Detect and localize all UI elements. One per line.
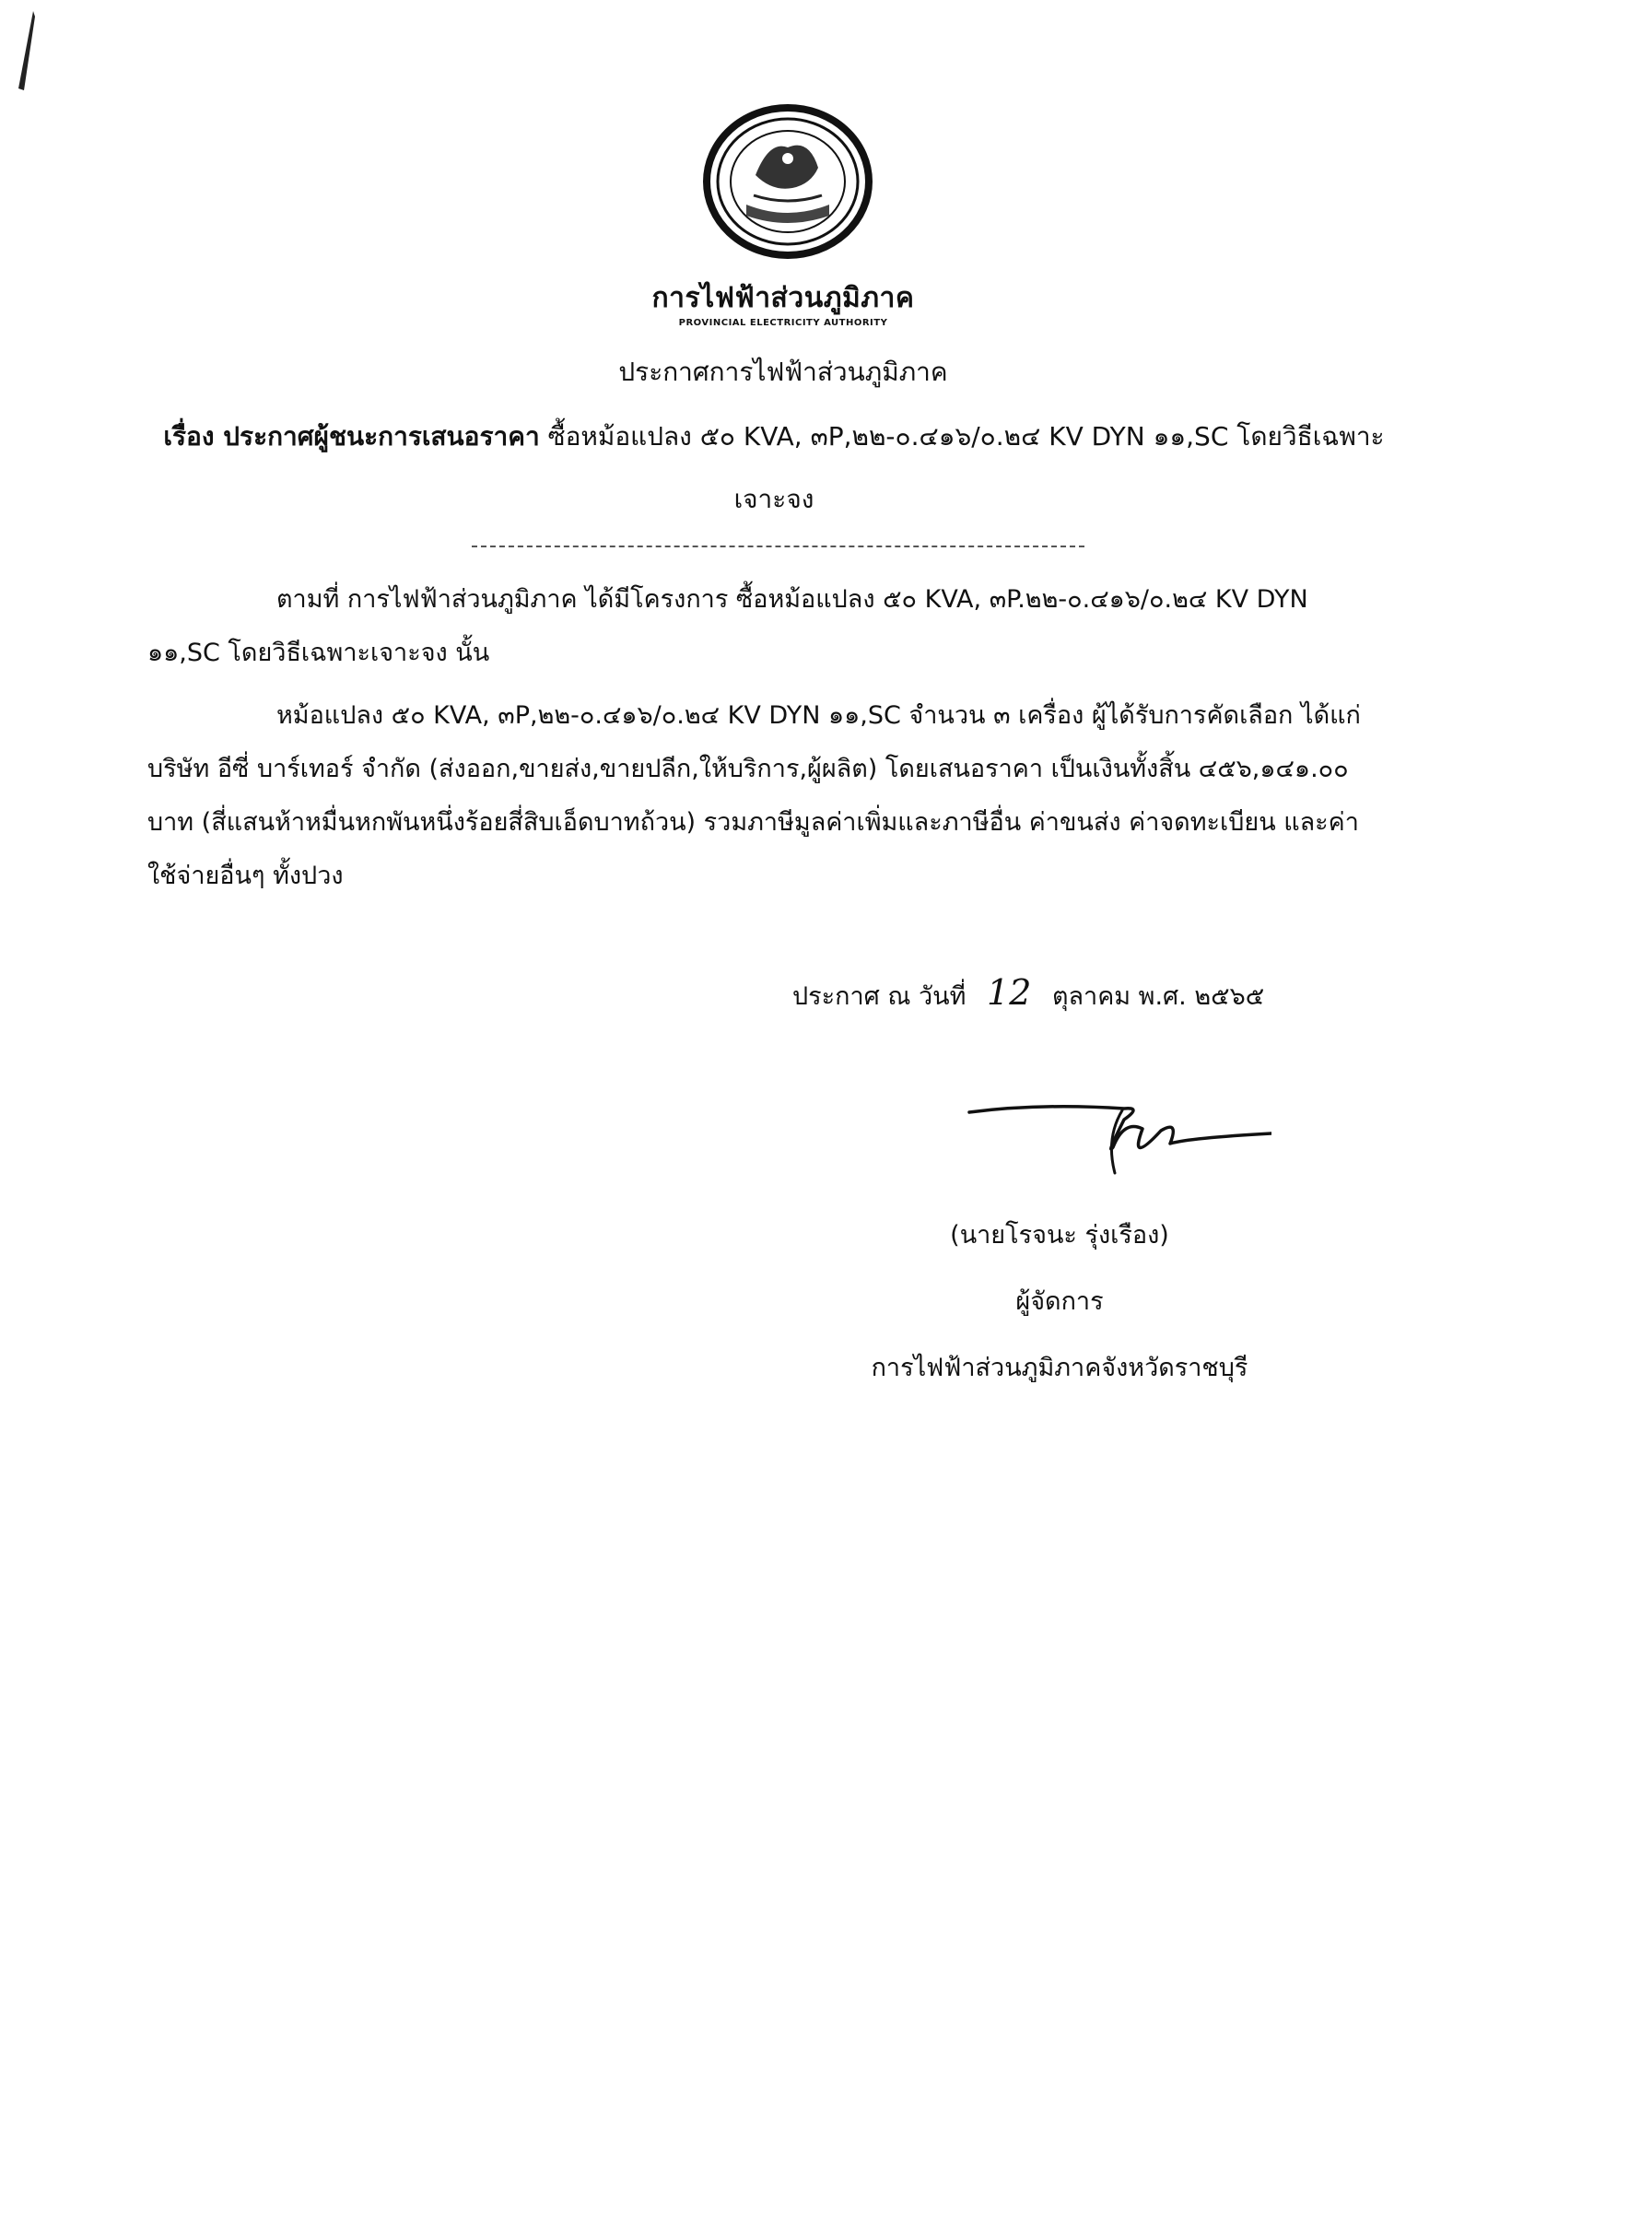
signer-block	[802, 1203, 1318, 1402]
subject-lead: เรื่อง ประกาศผู้ชนะการเสนอราคา	[163, 421, 540, 452]
org-name-thai: การไฟฟ้าส่วนภูมิภาค	[651, 282, 915, 314]
org-name-english: PROVINCIAL ELECTRICITY AUTHORITY	[678, 318, 888, 328]
pea-seal-logo	[700, 103, 875, 260]
body-paragraph-1: ตามที่ การไฟฟ้าส่วนภูมิภาค ได้มีโครงการ ซื้อหม้อแปลง ๕๐ KVA, ๓P.๒๒-๐.๔๑๖/๐.๒๔ KV DYN ๑๑,SC โดยวิธีเฉพาะเจาะจง นั้น	[147, 585, 1308, 667]
body-paragraph-2: หม้อแปลง ๕๐ KVA, ๓P,๒๒-๐.๔๑๖/๐.๒๔ KV DYN ๑๑,SC จำนวน ๓ เครื่อง ผู้ได้รับการคัดเลือก ได้แก่ บริษัท อีซี่ บาร์เทอร์ จำกัด (ส่งออก,ขายส่ง,ขายปลีก,ให้บริการ,ผู้ผลิต) โดยเสนอราคา เป็นเงินทั้งสิ้น ๔๕๖,๑๔๑.๐๐ บาท (สี่แสนห้าหมื่นหกพันหนึ่งร้อยสี่สิบเอ็ดบาทถ้วน) รวมภาษีมูลค่าเพิ่มและภาษีอื่น ค่าขนส่ง ค่าจดทะเบียน และค่าใช้จ่ายอื่นๆ ทั้งปวง	[147, 701, 1361, 890]
date-prefix: ประกาศ ณ วันที่	[792, 982, 967, 1011]
subject-text: ซื้อหม้อแปลง ๕๐ KVA, ๓P,๒๒-๐.๔๑๖/๐.๒๔ KV DYN ๑๑,SC โดยวิธีเฉพาะเจาะจง	[547, 421, 1385, 514]
signer-office: การไฟฟ้าส่วนภูมิภาคจังหวัดราชบุรี	[871, 1354, 1248, 1382]
scan-artifact-mark	[17, 9, 37, 92]
date-month-year: ตุลาคม พ.ศ. ๒๕๖๕	[1051, 982, 1265, 1011]
signer-name: (นายโรจนะ รุ่งเรือง)	[950, 1221, 1169, 1250]
announcement-title: ประกาศการไฟฟ้าส่วนภูมิภาค	[618, 357, 948, 387]
signer-position: ผู้จัดการ	[1015, 1287, 1104, 1316]
handwritten-signature	[967, 1083, 1271, 1184]
date-day-handwritten: 12	[987, 972, 1032, 1013]
announcement-date	[792, 972, 1308, 1015]
subject-line	[161, 405, 1387, 531]
divider-rule	[472, 546, 1084, 547]
